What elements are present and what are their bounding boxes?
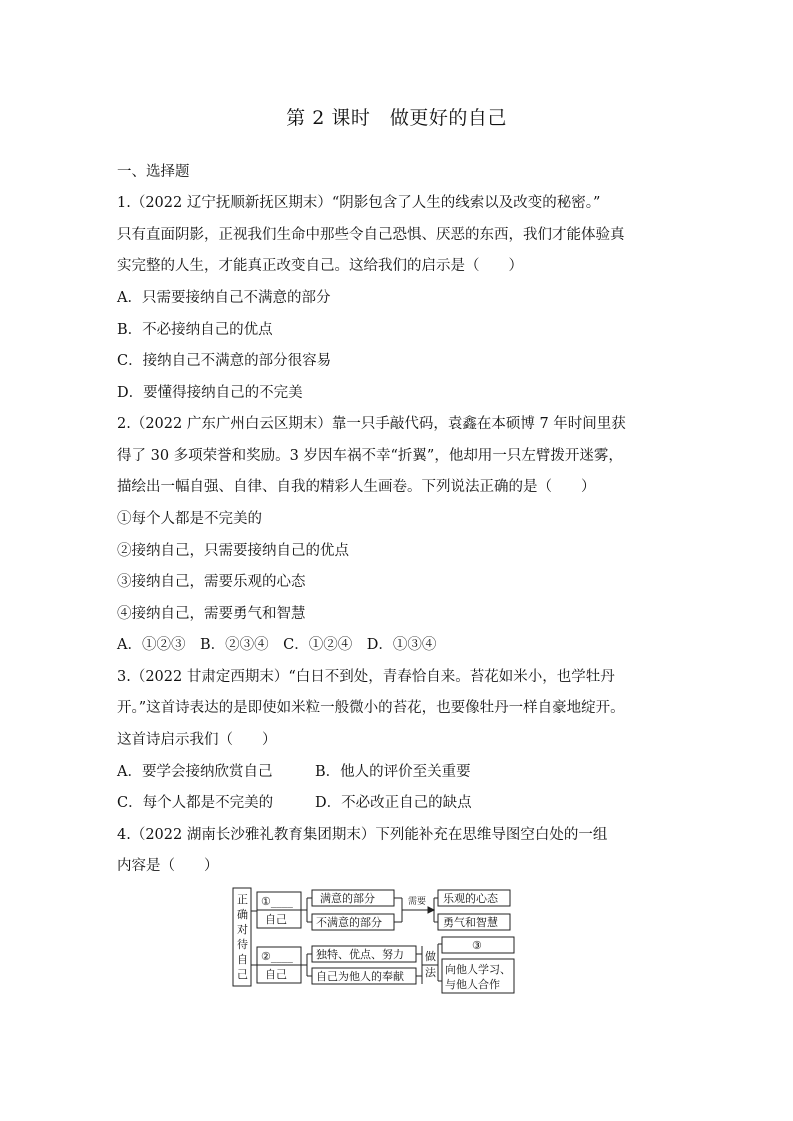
- branch2-self: 自己: [265, 968, 287, 981]
- root-char-4: 待: [237, 938, 248, 951]
- branch1-item1: 满意的部分: [320, 892, 375, 905]
- branch2-item2: 自己为他人的奉献: [316, 970, 404, 983]
- q2-item-1: ①每个人都是不完美的: [117, 511, 262, 527]
- root-char-2: 确: [237, 908, 248, 921]
- q3-stem-line2: 开。”这首诗表达的是即使如米粒一般微小的苔花，也要像牡丹一样自豪地绽开。: [117, 700, 625, 716]
- branch1-self: 自己: [265, 913, 287, 926]
- q1-stem-line3: 实完整的人生，才能真正改变自己。这给我们的启示是（ ）: [117, 258, 523, 274]
- branch1-item2: 不满意的部分: [316, 916, 382, 929]
- branch2-result1: ③: [472, 939, 482, 952]
- root-char-6: 己: [237, 968, 248, 981]
- branch2-result2-line1: 向他人学习、: [445, 963, 511, 976]
- q3-option-b: B．他人的评价至关重要: [315, 764, 471, 780]
- q1-option-b: B．不必接纳自己的优点: [117, 322, 273, 338]
- section-heading: 一、选择题: [117, 164, 190, 180]
- branch1-blank: ①____: [261, 895, 293, 908]
- q2-options: A．①②③ B．②③④ C．①②④ D．①③④: [117, 637, 437, 653]
- root-char-5: 自: [237, 953, 248, 966]
- q4-stem-line1: 4.（2022 湖南长沙雅礼教育集团期末）下列能补充在思维导图空白处的一组: [117, 827, 608, 843]
- mind-map-diagram: [232, 884, 522, 996]
- branch2-result2-line2: 与他人合作: [445, 978, 500, 991]
- q2-stem-line1: 2.（2022 广东广州白云区期末）靠一只手敲代码，袁鑫在本硕博 7 年时间里获: [117, 416, 626, 432]
- q1-option-c: C．接纳自己不满意的部分很容易: [117, 353, 332, 369]
- branch2-link-char-2: 法: [425, 966, 436, 979]
- q1-option-d: D．要懂得接纳自己的不完美: [117, 385, 303, 401]
- q3-stem-line3: 这首诗启示我们（ ）: [117, 732, 277, 748]
- q3-stem-line1: 3.（2022 甘肃定西期末）“白日不到处，青春恰自来。苔花如米小，也学牡丹: [117, 669, 615, 685]
- q3-option-c: C．每个人都是不完美的: [117, 795, 274, 811]
- branch1-result2: 勇气和智慧: [443, 916, 498, 929]
- q1-option-a: A．只需要接纳自己不满意的部分: [117, 290, 331, 306]
- q2-stem-line2: 得了 30 多项荣誉和奖励。3 岁因车祸不幸“折翼”，他却用一只左臂拨开迷雾，: [117, 448, 623, 464]
- q2-stem-line3: 描绘出一幅自强、自律、自我的精彩人生画卷。下列说法正确的是（ ）: [117, 479, 596, 495]
- q4-stem-line2: 内容是（ ）: [117, 858, 219, 874]
- root-char-3: 对: [237, 923, 248, 936]
- q2-item-3: ③接纳自己，需要乐观的心态: [117, 574, 306, 590]
- branch2-item1: 独特、优点、努力: [316, 948, 404, 961]
- q2-item-2: ②接纳自己，只需要接纳自己的优点: [117, 543, 349, 559]
- branch2-link-char-1: 做: [425, 950, 436, 963]
- q1-stem-line2: 只有直面阴影，正视我们生命中那些令自己恐惧、厌恶的东西，我们才能体验真: [117, 227, 625, 243]
- q1-stem-line1: 1.（2022 辽宁抚顺新抚区期末）“阴影包含了人生的线索以及改变的秘密。”: [117, 195, 601, 211]
- q3-option-d: D．不必改正自己的缺点: [315, 795, 472, 811]
- page-title: 第 2 课时 做更好的自己: [286, 107, 507, 129]
- q3-option-a: A．要学会接纳欣赏自己: [117, 764, 273, 780]
- branch1-result1: 乐观的心态: [443, 892, 498, 905]
- branch1-link: 需要: [408, 897, 427, 907]
- branch2-blank: ②____: [261, 950, 293, 963]
- q2-item-4: ④接纳自己，需要勇气和智慧: [117, 606, 306, 622]
- root-char-1: 正: [237, 893, 248, 906]
